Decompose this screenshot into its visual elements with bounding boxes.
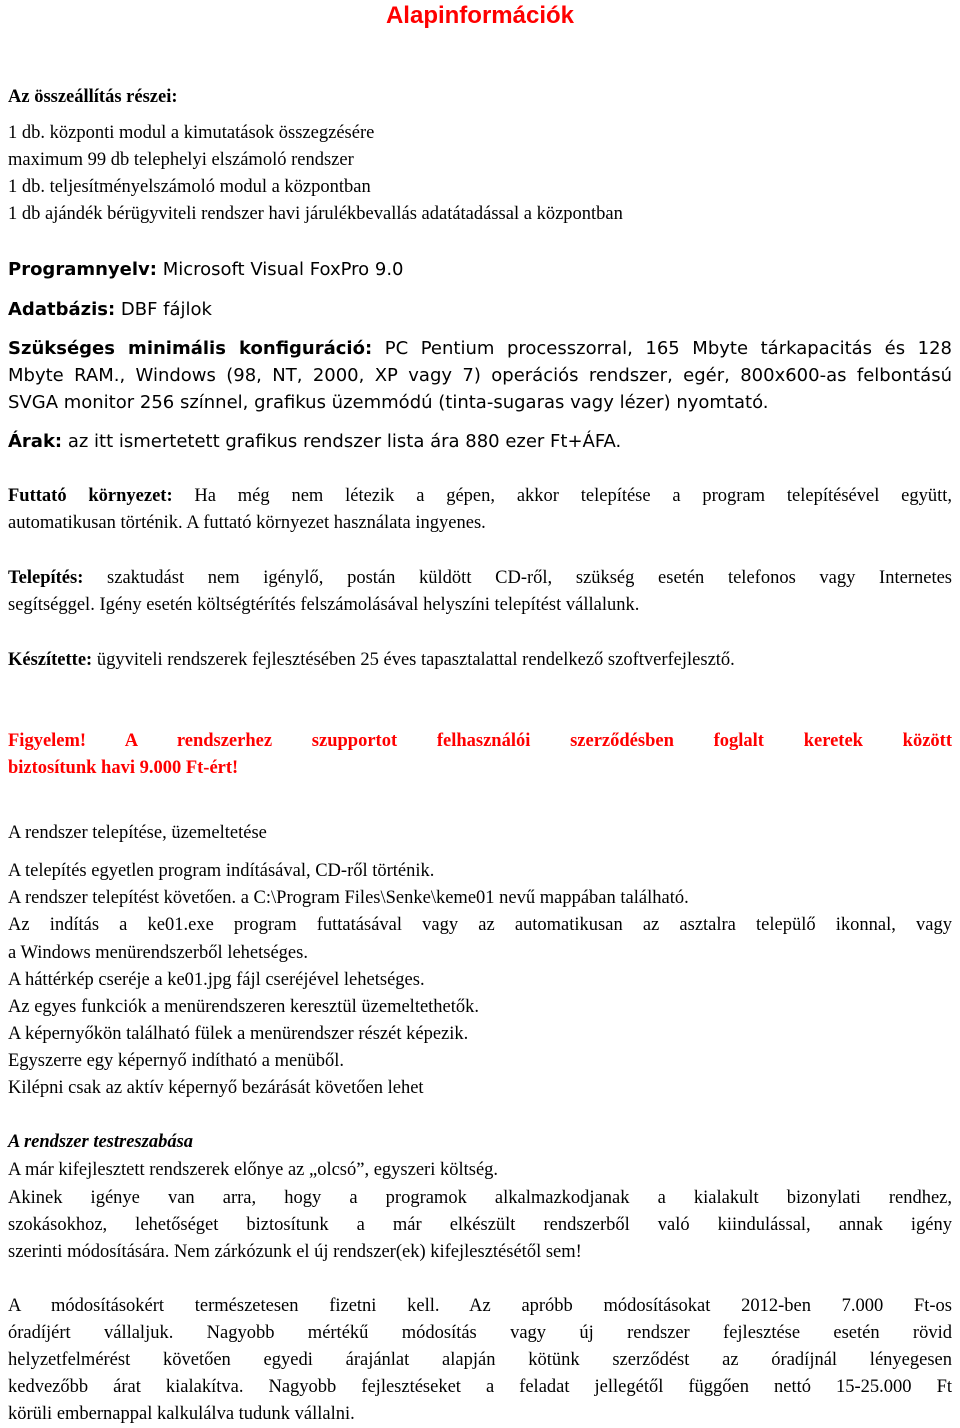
config-label: Szükséges minimális konfiguráció: [8, 338, 373, 359]
install-value: szaktudást nem igénylő, postán küldött CD-ről, szükség esetén telefonos vagy Internetes [83, 568, 952, 588]
runtime-line [8, 483, 952, 510]
operation-line: Az indítás a ke01.exe program futtatásával vagy az automatikusan az asztalra települő ikonnal, vagy [8, 915, 952, 935]
operation-line: Az egyes funkciók a menürendszeren keresztül üzemeltethetők. [8, 997, 480, 1017]
database-value: DBF fájlok [115, 299, 212, 320]
pricing-line: óradíjért vállaljuk. Nagyobb mértékű módosítás vagy új rendszer fejlesztése esetén rövid [8, 1323, 952, 1343]
customization-line: szerinti módosítására. Nem zárkózunk el új rendszer(ek) kifejlesztésétől sem! [8, 1242, 582, 1262]
page-title: Alapinformációk [385, 2, 575, 29]
pricing-line: helyzetfelmérést követően egyedi árajánlat alapján kötünk szerződést az óradíjnál lényegesen [8, 1350, 952, 1370]
install-line: segítséggel. Igény esetén költségtérítés felszámolásával helyszíni telepítést vállalunk. [8, 595, 640, 615]
prices-label: Árak: [8, 431, 63, 452]
components-item: 1 db ajándék bérügyviteli rendszer havi járulékbevallás adatátadással a központban [8, 204, 623, 224]
language-value: Microsoft Visual FoxPro 9.0 [156, 259, 404, 280]
operation-line: A rendszer telepítést követően. a C:\Program Files\Senke\keme01 nevű mappában található. [8, 888, 689, 908]
author-label: Készítette: [8, 650, 93, 670]
operation-heading: A rendszer telepítése, üzemeltetése [8, 823, 267, 843]
database-line [8, 296, 952, 323]
operation-line: A telepítés egyetlen program indításával, CD-ről történik. [8, 861, 435, 881]
prices-value: az itt ismertetett grafikus rendszer lista ára 880 ezer Ft+ÁFA. [62, 431, 622, 452]
customization-line: szokásokhoz, lehetőséget biztosítunk a már elkészült rendszerből való kiindulással, annak igény [8, 1215, 952, 1235]
author-line [8, 647, 952, 674]
author-value: ügyviteli rendszerek fejlesztésében 25 éves tapasztalattal rendelkező szoftverfejlesztő. [92, 650, 735, 670]
language-line [8, 256, 952, 283]
warning-line: biztosítunk havi 9.000 Ft-ért! [8, 758, 239, 778]
components-item: 1 db. központi modul a kimutatások összegzésére [8, 123, 375, 143]
operation-line: Egyszerre egy képernyő indítható a menüből. [8, 1051, 344, 1071]
customization-line: A már kifejlesztett rendszerek előnye az „olcsó”, egyszeri költség. [8, 1160, 499, 1180]
operation-line: Kilépni csak az aktív képernyő bezárását követően lehet [8, 1078, 424, 1098]
install-line [8, 565, 952, 592]
operation-line: a Windows menürendszerből lehetséges. [8, 943, 308, 963]
config-value: PC Pentium processzorral, 165 Mbyte tárkapacitás és 128 [372, 338, 952, 359]
language-label: Programnyelv: [8, 259, 157, 280]
components-heading: Az összeállítás részei: [8, 87, 178, 107]
pricing-line: A módosításokért természetesen fizetni kell. Az apróbb módosításokat 2012-ben 7.000 Ft-os [8, 1296, 952, 1316]
config-line: SVGA monitor 256 színnel, grafikus üzemmódú (tinta-sugaras vagy lézer) nyomtató. [8, 392, 769, 413]
runtime-line: automatikusan történik. A futtató környezet használata ingyenes. [8, 513, 486, 533]
runtime-value: Ha még nem létezik a gépen, akkor telepítése a program telepítésével együtt, [172, 486, 952, 506]
operation-line: A képernyőkön található fülek a menürendszer részét képezik. [8, 1024, 469, 1044]
install-label: Telepítés: [8, 568, 84, 588]
prices-line [8, 428, 952, 455]
components-item: 1 db. teljesítményelszámoló modul a központban [8, 177, 371, 197]
warning-line: Figyelem! A rendszerhez szupportot felhasználói szerződésben foglalt keretek között [8, 731, 952, 751]
config-line [8, 335, 952, 362]
customization-heading: A rendszer testreszabása [8, 1132, 194, 1152]
pricing-line: körüli embernappal kalkulálva tudunk vállalni. [8, 1404, 355, 1424]
components-item: maximum 99 db telephelyi elszámoló rendszer [8, 150, 354, 170]
operation-line: A háttérkép cseréje a ke01.jpg fájl cseréjével lehetséges. [8, 970, 425, 990]
customization-line: Akinek igénye van arra, hogy a programok alkalmazkodjanak a kialakult bizonylati rendhez, [8, 1188, 952, 1208]
database-label: Adatbázis: [8, 299, 116, 320]
pricing-line: kedvezőbb árat kialakítva. Nagyobb fejlesztéseket a feladat jellegétől függően nettó 15-25.000 Ft [8, 1377, 952, 1397]
config-line: Mbyte RAM., Windows (98, NT, 2000, XP vagy 7) operációs rendszer, egér, 800x600-as felbontású [8, 365, 952, 386]
runtime-label: Futtató környezet: [8, 486, 173, 506]
